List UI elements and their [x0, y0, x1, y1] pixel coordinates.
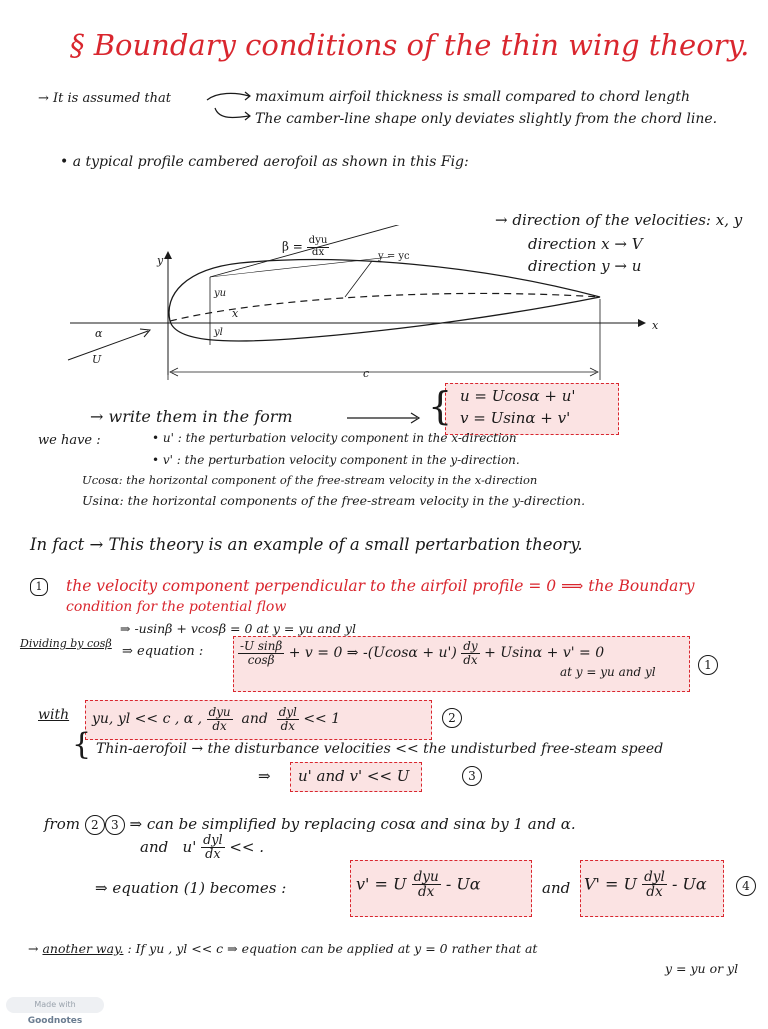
camber-label: y = yc — [378, 251, 410, 262]
condition-marker: 1 — [30, 578, 48, 596]
eq3-marker: 3 — [462, 766, 482, 786]
eq4-right: V' = U $\frac{\text{dyl}}{dx}$ - Uα — [584, 869, 707, 901]
in-fact: In fact → This theory is an example of a small pertarbation theory. — [30, 535, 583, 554]
yu-label: yu — [214, 288, 227, 299]
we-have: we have : — [38, 433, 101, 448]
eq3-arrow: ⇒ — [258, 767, 271, 785]
eq4-left: v' = U $\frac{\text{dyu}}{dx}$ - Uα — [356, 869, 481, 901]
another-way-line-2: y = yu or yl — [665, 961, 739, 976]
direction-x: direction x → V — [528, 235, 643, 253]
brace-arrows — [205, 88, 255, 128]
x-axis-far-label: x — [652, 319, 659, 332]
assumption-thickness: maximum airfoil thickness is small compared to chord length — [255, 89, 690, 105]
yl-label: yl — [214, 327, 223, 338]
form-eq-u: u = Ucosα + u' — [460, 387, 576, 405]
write-form: → write them in the form — [90, 407, 293, 426]
assumption-camber: The camber-line shape only deviates slightly from the chord line. — [255, 111, 718, 127]
write-arrow — [345, 410, 425, 426]
eq2-marker: 2 — [442, 708, 462, 728]
eq2-brace: { — [72, 727, 92, 762]
def-ucos: Ucosα: the horizontal component of the free-stream velocity in the x-direction — [82, 473, 538, 487]
condition-line-2: condition for the potential flow — [66, 599, 287, 615]
dividing-label: Dividing by cosβ — [20, 637, 112, 650]
goodnotes-badge: Made with Goodnotes — [6, 997, 104, 1013]
direction-y: direction y → u — [528, 257, 642, 275]
condition-line-1: the velocity component perpendicular to the airfoil profile = 0 ⟹ the Boundary — [66, 577, 695, 595]
beta-label: β = $\frac{\text{dyu}}{dx}$ — [282, 235, 328, 258]
eq4-and: and — [542, 879, 571, 897]
another-way: → another way. : If yu , yl << c ⇒ equation can be applied at y = 0 rather that at — [28, 941, 538, 956]
thin-aerofoil: Thin-aerofoil → the disturbance velocities << the undisturbed free-steam speed — [96, 741, 664, 757]
eq1-expression: $\frac{\text{-U sinβ}}{\cos\beta}$ + v = 0 ⇒ -(Ucosα + u') $\frac{dy}{dx}$ + Usinα + v' = 0 — [240, 639, 605, 667]
from-and-line: and u' $\frac{\text{dyl}}{dx}$ << . — [140, 833, 265, 863]
y-axis-label: y — [157, 254, 164, 267]
eq1-marker: 1 — [698, 655, 718, 675]
def-usin: Usinα: the horizontal components of the free-stream velocity in the y-direction. — [82, 493, 586, 508]
def-v-prime: • v' : the perturbation velocity component in the y-direction. — [152, 453, 520, 467]
x-axis-near-label: x — [232, 307, 239, 320]
free-stream-label: U — [92, 353, 102, 366]
eq3-expression: u' and v' << U — [298, 767, 410, 785]
def-u-prime: • u' : the perturbation velocity component in the x-direction — [152, 431, 517, 445]
becomes-line: ⇒ equation (1) becomes : — [95, 879, 287, 897]
eq4-marker: 4 — [736, 876, 756, 896]
form-eq-v: v = Usinα + v' — [460, 409, 571, 427]
direction-velocities: → direction of the velocities: x, y — [495, 211, 743, 229]
equation-label: ⇒ equation : — [122, 644, 204, 659]
chord-label: c — [363, 367, 370, 380]
eq1-at: at y = yu and yl — [560, 665, 656, 679]
form-brace: { — [428, 384, 453, 428]
eq-line: ⇒ -usinβ + vcosβ = 0 at y = yu and yl — [120, 621, 356, 636]
page-title: § Boundary conditions of the thin wing theory. — [70, 28, 750, 62]
alpha-label: α — [95, 327, 103, 340]
from-line: from 2 3 ⇒ can be simplified by replacing cosα and sinα by 1 and α. — [44, 815, 576, 833]
eq2-expression: yu, yl << c , α , $\frac{\text{dyu}}{dx}$ and $\frac{\text{dyl}}{dx}$ << 1 — [92, 705, 341, 733]
intro-lead: → It is assumed that — [38, 91, 171, 106]
with-label: with — [38, 707, 70, 723]
profile-line: • a typical profile cambered aerofoil as shown in this Fig: — [60, 154, 469, 170]
